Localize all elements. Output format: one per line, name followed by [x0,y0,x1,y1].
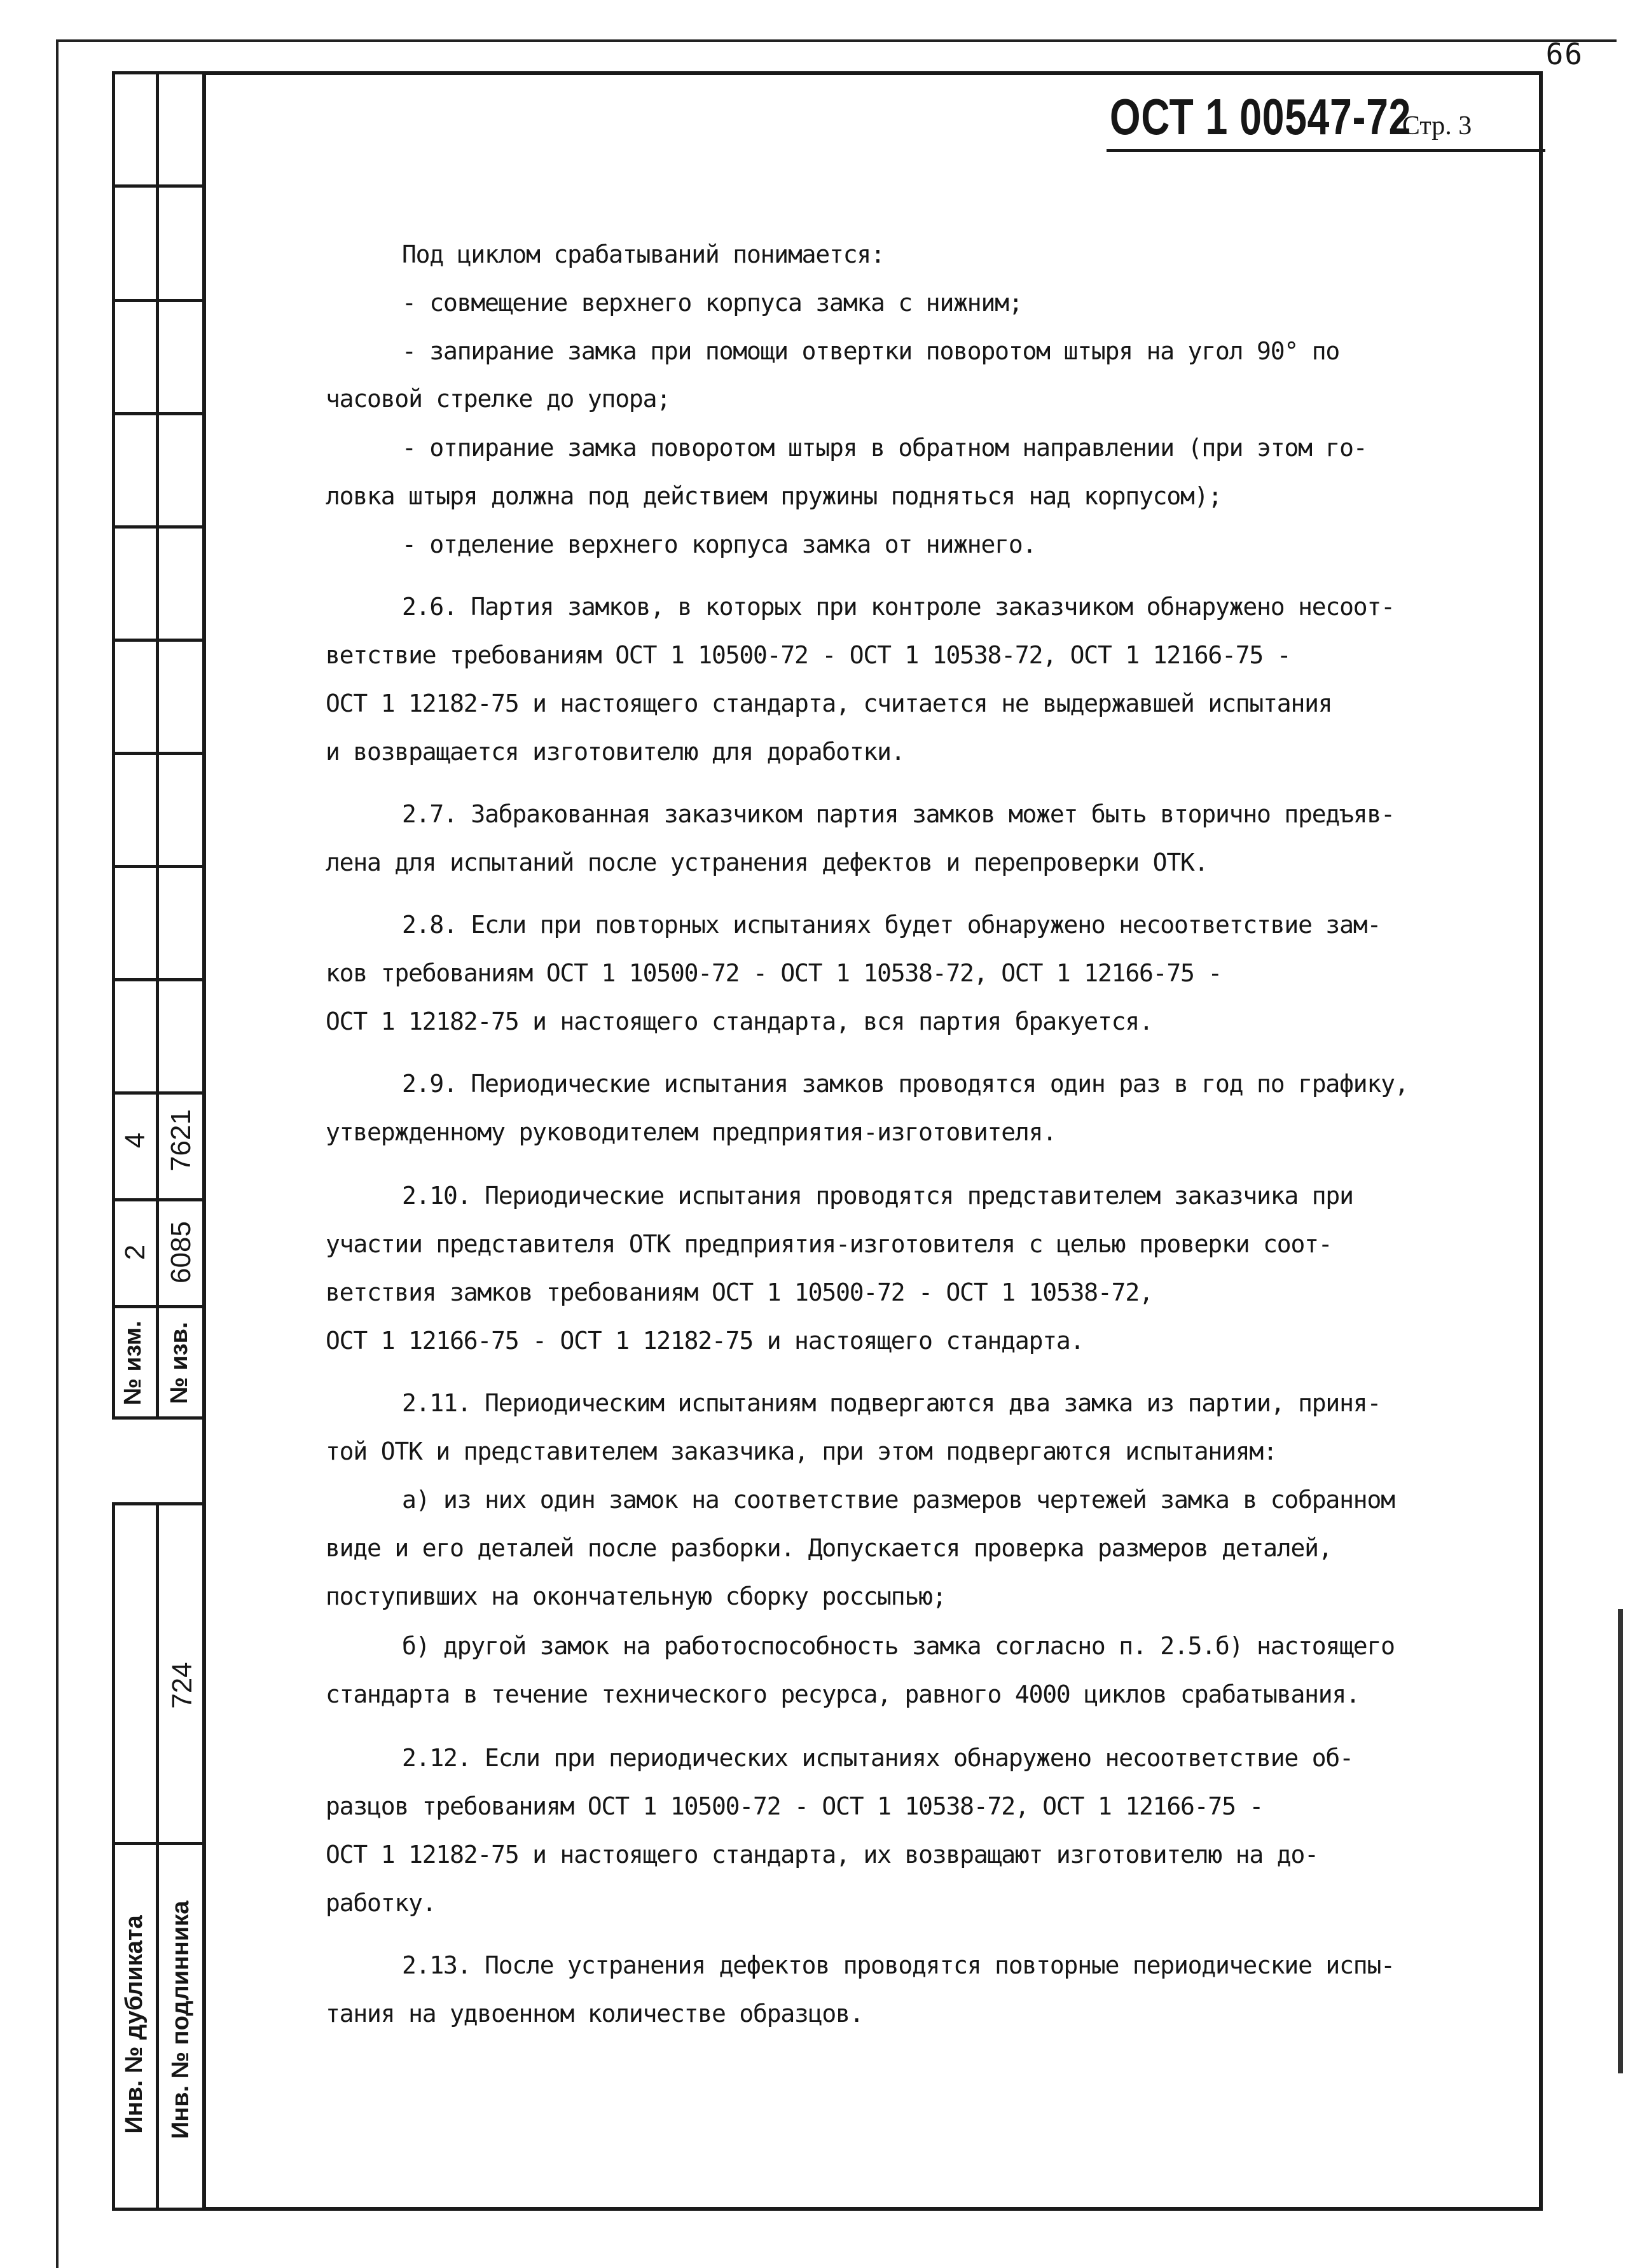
duplicate-inventory-label: Инв. № дубликата [121,1915,148,2134]
text-line: - запирание замка при помощи отвертки поворотом штыря на угол 90° по [402,337,1340,365]
stamp-upper-divider [112,71,159,1420]
text-line: 2.12. Если при периодических испытаниях обнаружено несоответствие об- [402,1744,1353,1772]
text-line: лена для испытаний после устранения дефектов и перепроверки ОТК. [326,848,1208,876]
text-line: участии представителя ОТК предприятия-изготовителя с целью проверки соот- [326,1230,1332,1258]
text-line: поступивших на окончательную сборку россыпью; [326,1582,946,1610]
text-line: часовой стрелке до упора; [326,385,670,413]
revision-number: 2 [120,1244,151,1261]
page-label: Стр. 3 [1402,111,1472,141]
text-line: ОСТ 1 12182-75 и настоящего стандарта, вся партия бракуется. [326,1007,1153,1035]
text-line: стандарта в течение технического ресурса, равного 4000 циклов срабатывания. [326,1680,1360,1708]
revision-number: 4 [120,1132,151,1149]
original-inventory-number: 724 [167,1662,198,1709]
text-line: ОСТ 1 12166-75 - ОСТ 1 12182-75 и настоящего стандарта. [326,1327,1084,1355]
sheet-number: 66 [1545,37,1583,71]
text-line: ветствия замков требованиям ОСТ 1 10500-72 - ОСТ 1 10538-72, [326,1278,1153,1306]
text-line: виде и его деталей после разборки. Допускается проверка размеров деталей, [326,1534,1332,1562]
text-line: утвержденному руководителем предприятия-изготовителя. [326,1118,1056,1146]
text-line: разцов требованиям ОСТ 1 10500-72 - ОСТ 1 10538-72, ОСТ 1 12166-75 - [326,1792,1264,1820]
header-underline [1107,149,1545,152]
text-line: ков требованиям ОСТ 1 10500-72 - ОСТ 1 10538-72, ОСТ 1 12166-75 - [326,959,1222,987]
stamp-row-line [112,865,205,868]
stamp-row-line [112,412,205,415]
text-line: 2.10. Периодические испытания проводятся представителем заказчика при [402,1182,1353,1210]
text-line: ОСТ 1 12182-75 и настоящего стандарта, считается не выдержавшей испытания [326,689,1332,717]
stamp-row-line [112,1305,205,1308]
text-line: - отпирание замка поворотом штыря в обратном направлении (при этом го- [402,434,1367,462]
text-line: 2.11. Периодическим испытаниям подвергаются два замка из партии, приня- [402,1389,1381,1417]
rev-no-label: № изм. [120,1320,146,1406]
text-line: б) другой замок на работоспособность замка согласно п. 2.5.б) настоящего [402,1632,1395,1660]
original-inventory-label: Инв. № подлинника [167,1900,194,2139]
document-code: ОСТ 1 00547-72 [1110,88,1412,145]
notice-number: 6085 [165,1221,197,1283]
stamp-row-line [112,525,205,529]
text-line: работку. [326,1889,436,1917]
stamp-row-line [112,299,205,302]
text-line: 2.6. Партия замков, в которых при контроле заказчиком обнаружено несоот- [402,593,1395,621]
text-line: ловка штыря должна под действием пружины подняться над корпусом); [326,482,1222,510]
stamp-row-line [112,1198,205,1201]
text-line: а) из них один замок на соответствие размеров чертежей замка в собранном [402,1486,1395,1514]
text-line: ветствие требованиям ОСТ 1 10500-72 - ОСТ 1 10538-72, ОСТ 1 12166-75 - [326,641,1291,669]
text-line: 2.13. После устранения дефектов проводятся повторные периодические испы- [402,1951,1395,1979]
stamp-row-line [112,1842,205,1845]
text-line: 2.8. Если при повторных испытаниях будет обнаружено несоответствие зам- [402,911,1381,939]
text-line: той ОТК и представителем заказчика, при этом подвергаются испытаниям: [326,1437,1277,1465]
text-line: 2.7. Забракованная заказчиком партия замков может быть вторично предъяв- [402,800,1395,828]
stamp-row-line [112,639,205,642]
notice-number: 7621 [165,1109,197,1172]
stamp-row-line [112,978,205,981]
text-line: ОСТ 1 12182-75 и настоящего стандарта, их возвращают изготовителю на до- [326,1841,1318,1869]
text-line: - совмещение верхнего корпуса замка с нижним; [402,289,1023,317]
notice-no-label: № изв. [166,1322,193,1404]
stamp-row-line [112,752,205,755]
text-line: 2.9. Периодические испытания замков проводятся один раз в год по графику, [402,1070,1409,1098]
scan-edge-mark [1618,1609,1623,2073]
text-line: тания на удвоенном количестве образцов. [326,2000,864,2028]
text-line: Под циклом срабатываний понимается: [402,240,885,268]
text-line: - отделение верхнего корпуса замка от нижнего. [402,530,1037,558]
document-header [1110,88,1472,146]
stamp-row-line [112,1091,205,1095]
text-line: и возвращается изготовителю для доработки. [326,738,905,766]
stamp-row-line [112,184,205,188]
